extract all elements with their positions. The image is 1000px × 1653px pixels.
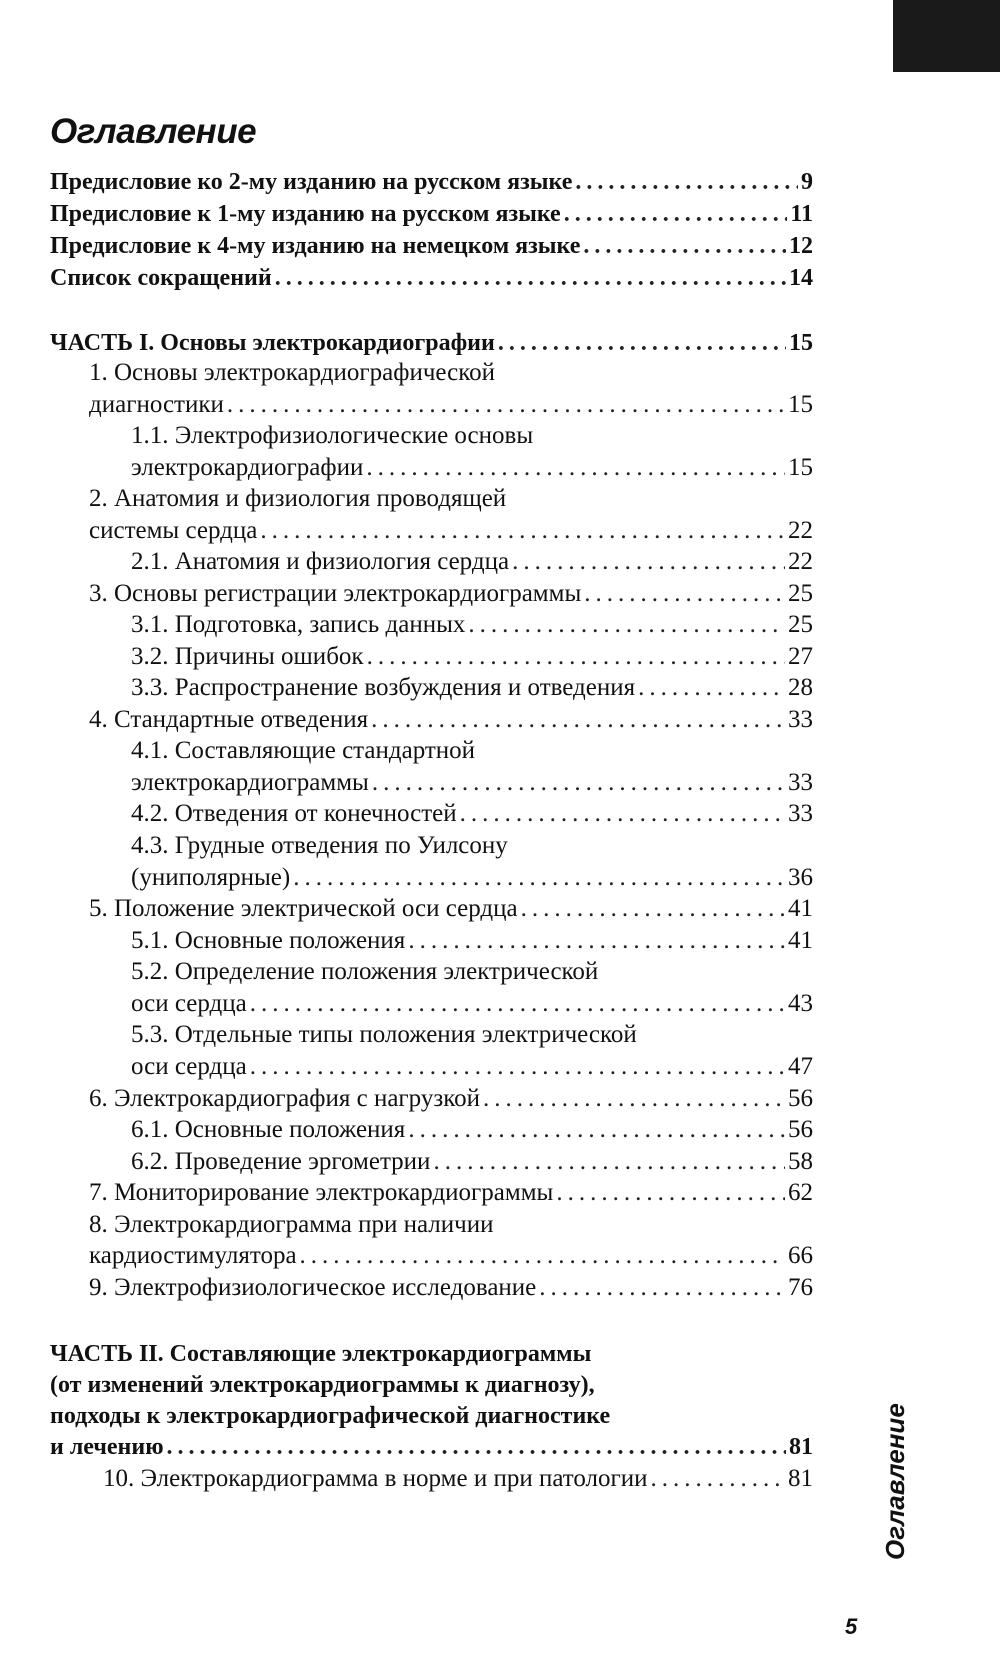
toc-entry-page: 41 bbox=[788, 895, 813, 922]
leader-dots bbox=[300, 1240, 785, 1272]
toc-entry[interactable] bbox=[131, 546, 813, 578]
toc-entry-title: 6.2. Проведение эргометрии bbox=[131, 1148, 431, 1175]
toc-entry-title-line1: 2. Анатомия и физиология проводящей bbox=[89, 485, 507, 512]
toc-entry[interactable] bbox=[131, 798, 813, 830]
toc-entry-title: электрокардиографии bbox=[131, 454, 364, 481]
toc-entry-title: системы сердца bbox=[89, 517, 258, 544]
leader-dots bbox=[564, 198, 788, 230]
toc-entry-title: 6. Электрокардиография с нагрузкой bbox=[89, 1085, 480, 1112]
toc-entry-title: (униполярные) bbox=[131, 864, 291, 891]
toc-entry-title: 10. Электрокардиограмма в норме и при патологии bbox=[103, 1465, 648, 1492]
toc-part-heading[interactable] bbox=[50, 327, 813, 359]
toc-entry-page: 81 bbox=[789, 1434, 813, 1460]
toc-entry-title-line1: 5.2. Определение положения электрической bbox=[131, 958, 599, 985]
toc-entry-title-line1: 4.3. Грудные отведения по Уилсону bbox=[131, 832, 508, 859]
toc-entry[interactable] bbox=[131, 452, 813, 484]
toc-entry-title-line1: 1.1. Электрофизиологические основы bbox=[131, 422, 534, 449]
toc-entry-title-line1: 1. Основы электрокардиографической bbox=[89, 359, 495, 386]
toc-entry[interactable] bbox=[131, 1146, 813, 1178]
leader-dots bbox=[575, 166, 798, 198]
toc-entry-title: 3.3. Распространение возбуждения и отведения bbox=[131, 674, 636, 701]
leader-dots bbox=[468, 609, 785, 641]
leader-dots bbox=[584, 578, 785, 610]
leader-dots bbox=[460, 798, 785, 830]
toc-entry-title: 9. Электрофизиологическое исследование bbox=[89, 1274, 537, 1301]
toc-entry-title: Список сокращений bbox=[50, 265, 272, 291]
toc-entry-title: электрокардиограммы bbox=[131, 769, 369, 796]
side-running-title: Оглавление bbox=[880, 1403, 910, 1560]
toc-entry[interactable] bbox=[89, 578, 813, 610]
toc-entry-page: 33 bbox=[788, 706, 813, 733]
toc-entry-page: 12 bbox=[789, 233, 813, 259]
leader-dots bbox=[556, 1177, 785, 1209]
toc-entry-page: 58 bbox=[788, 1148, 813, 1175]
toc-entry[interactable] bbox=[89, 1240, 813, 1272]
toc-entry-title: 5. Положение электрической оси сердца bbox=[89, 895, 518, 922]
toc-entry[interactable] bbox=[89, 389, 813, 421]
toc-part-heading-line2: (от изменений электрокардиограммы к диагнозу), bbox=[50, 1372, 595, 1398]
toc-entry-title-line1: 8. Электрокардиограмма при наличии bbox=[89, 1211, 494, 1238]
toc-entry-title: 3.2. Причины ошибок bbox=[131, 643, 364, 670]
toc-entry-title-line1: 5.3. Отдельные типы положения электрической bbox=[131, 1021, 637, 1048]
toc-entry-title: оси сердца bbox=[131, 1053, 247, 1080]
leader-dots bbox=[539, 1272, 785, 1304]
toc-entry-page: 28 bbox=[788, 674, 813, 701]
toc-entry-page: 25 bbox=[788, 580, 813, 607]
toc-entry-page: 15 bbox=[789, 330, 813, 356]
toc-entry[interactable] bbox=[50, 230, 813, 262]
toc-entry-page: 33 bbox=[788, 800, 813, 827]
leader-dots bbox=[227, 389, 785, 421]
toc-entry-page: 14 bbox=[789, 265, 813, 291]
toc-entry[interactable] bbox=[131, 767, 813, 799]
leader-dots bbox=[521, 893, 785, 925]
toc-entry-title: 3.1. Подготовка, запись данных bbox=[131, 611, 466, 638]
leader-dots bbox=[512, 546, 785, 578]
toc-entry-title: Предисловие к 1-му изданию на русском языке bbox=[50, 201, 561, 227]
leader-dots bbox=[167, 1431, 786, 1463]
leader-dots bbox=[483, 1083, 785, 1115]
toc-entry-page: 22 bbox=[788, 548, 813, 575]
toc-entry[interactable] bbox=[50, 166, 813, 198]
toc-entry-page: 66 bbox=[788, 1242, 813, 1269]
toc-entry[interactable] bbox=[89, 893, 813, 925]
toc-entry-page: 15 bbox=[788, 391, 813, 418]
toc-entry-page: 41 bbox=[788, 927, 813, 954]
toc-entry[interactable] bbox=[50, 198, 813, 230]
toc-entry[interactable] bbox=[131, 925, 813, 957]
leader-dots bbox=[638, 672, 785, 704]
leader-dots bbox=[371, 704, 785, 736]
toc-entry-title: 7. Мониторирование электрокардиограммы bbox=[89, 1179, 554, 1206]
leader-dots bbox=[498, 327, 786, 359]
leader-dots bbox=[651, 1463, 785, 1495]
toc-part-heading-line3: подходы к электрокардиографической диагностике bbox=[50, 1403, 611, 1429]
toc-entry[interactable] bbox=[131, 1114, 813, 1146]
toc-entry[interactable] bbox=[89, 704, 813, 736]
toc-entry-title: 3. Основы регистрации электрокардиограммы bbox=[89, 580, 582, 607]
toc-entry[interactable] bbox=[89, 515, 813, 547]
toc-entry[interactable] bbox=[131, 988, 813, 1020]
toc-entry-title: 4.2. Отведения от конечностей bbox=[131, 800, 457, 827]
toc-entry-page: 25 bbox=[788, 611, 813, 638]
leader-dots bbox=[367, 641, 785, 673]
page-number: 5 bbox=[845, 1614, 858, 1639]
leader-dots bbox=[260, 515, 785, 547]
toc-entry[interactable] bbox=[50, 262, 813, 294]
page-title: Оглавление bbox=[50, 112, 257, 151]
leader-dots bbox=[433, 1146, 785, 1178]
toc-entry-page: 56 bbox=[788, 1085, 813, 1112]
toc-entry[interactable] bbox=[103, 1463, 813, 1495]
toc-entry-page: 15 bbox=[788, 454, 813, 481]
toc-entry[interactable] bbox=[131, 862, 813, 894]
toc-entry-page: 47 bbox=[788, 1053, 813, 1080]
toc-entry-title: 6.1. Основные положения bbox=[131, 1116, 406, 1143]
toc-entry[interactable] bbox=[89, 1177, 813, 1209]
toc-entry-title: 2.1. Анатомия и физиология сердца bbox=[131, 548, 510, 575]
corner-tab bbox=[893, 0, 1000, 72]
toc-entry-page: 81 bbox=[788, 1465, 813, 1492]
toc-entry-title: и лечению bbox=[50, 1434, 164, 1460]
toc-entry-page: 36 bbox=[788, 864, 813, 891]
leader-dots bbox=[366, 452, 785, 484]
toc-entry-title: диагностики bbox=[89, 391, 224, 418]
toc-part-heading[interactable] bbox=[50, 1431, 813, 1463]
leader-dots bbox=[250, 1051, 785, 1083]
toc-entry[interactable] bbox=[131, 672, 813, 704]
toc-entry-page: 33 bbox=[788, 769, 813, 796]
toc-entry-title: 4. Стандартные отведения bbox=[89, 706, 369, 733]
leader-dots bbox=[583, 230, 786, 262]
toc-entry[interactable] bbox=[89, 1272, 813, 1304]
toc-entry-title: 5.1. Основные положения bbox=[131, 927, 406, 954]
toc-entry-title: Предисловие к 4-му изданию на немецком языке bbox=[50, 233, 581, 259]
toc-entry[interactable] bbox=[89, 1083, 813, 1115]
toc-entry[interactable] bbox=[131, 641, 813, 673]
toc-entry-page: 9 bbox=[801, 169, 813, 195]
toc-entry-title: ЧАСТЬ I. Основы электрокардиографии bbox=[50, 330, 495, 356]
leader-dots bbox=[408, 1114, 785, 1146]
toc-entry[interactable] bbox=[131, 1051, 813, 1083]
toc-entry-page: 11 bbox=[790, 201, 813, 227]
toc-entry-page: 43 bbox=[788, 990, 813, 1017]
leader-dots bbox=[408, 925, 785, 957]
toc-entry-page: 76 bbox=[788, 1274, 813, 1301]
toc-entry-page: 56 bbox=[788, 1116, 813, 1143]
leader-dots bbox=[275, 262, 786, 294]
toc-part-heading-line1: ЧАСТЬ II. Составляющие электрокардиограммы bbox=[50, 1341, 592, 1367]
toc-entry-title: оси сердца bbox=[131, 990, 247, 1017]
leader-dots bbox=[250, 988, 785, 1020]
leader-dots bbox=[293, 862, 785, 894]
toc-entry-title: кардиостимулятора bbox=[89, 1242, 297, 1269]
leader-dots bbox=[372, 767, 785, 799]
toc-entry[interactable] bbox=[131, 609, 813, 641]
toc-entry-page: 27 bbox=[788, 643, 813, 670]
toc-entry-title: Предисловие ко 2-му изданию на русском языке bbox=[50, 169, 573, 195]
toc-entry-page: 22 bbox=[788, 517, 813, 544]
toc-entry-page: 62 bbox=[788, 1179, 813, 1206]
toc-entry-title-line1: 4.1. Составляющие стандартной bbox=[131, 737, 476, 764]
